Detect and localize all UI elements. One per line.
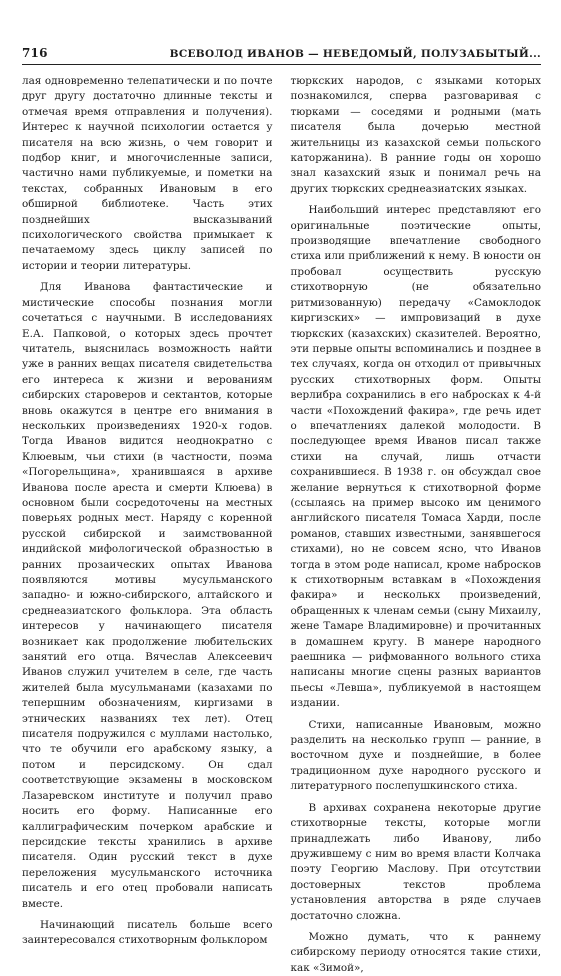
page-header — [22, 40, 541, 65]
paragraph: тюркских народов, с языками которых познакомился, сперва разговаривая с тюрками — соседями и родными (мать писателя была дочерью местной жительницы из казахской семьи польского каторжанина). В ранние годы он хорошо знал казахский язык и понимал речь на других тюркских среднеазиатских языках. — [290, 75, 541, 195]
text-columns — [22, 74, 541, 974]
paragraph: Можно думать, что к раннему сибирскому периоду относятся такие стихи, как «Зимой», — [290, 930, 541, 974]
paragraph: Наибольший интерес представляют его оригинальные поэтические опыты, производящие впечатление свободного стиха или приближений к нему. В юности он пробовал осуществить русскую стихотворную (не обязательно ритмизованную) передачу «Самоклодок киргизских» — импровизаций в духе тюркских (казахских) сказителей. Вероятно, эти первые опыты вспоминались и позднее в тех случаях, когда он отходил от привычных русских стихотворных форм. Опыты верлибра сохранились в его набросках к 4-й части «Похождений факира», где речь идет о впечатлениях далекой молодости. В последующее время Иванов писал также стихи на случай, лишь отчасти сохранившиеся. В 1938 г. он обсуждал свое желание вернуться к стихотворной форме (ссылаясь на пример высоко им ценимого английского писателя Томаса Харди, после романов, ставших известными, занявшегося стихами), но не совсем ясно, что Иванов тогда в этом роде написал, кроме набросков к стихотворным вставкам в «Похождения факира» и несколькх произведений, обращенных к членам семьи (сыну Михаилу, жене Тамаре Владимировне) и прочитанных в домашнем кругу. В манере народного раешника — рифмованного вольного стиха написаны многие сцены разных вариантов пьесы «Левша», публикуемой в настоящем издании. — [290, 204, 541, 710]
left-column — [22, 74, 273, 947]
paragraph: лая одновременно телепатически и по почте друг другу достаточно длинные тексты и отмечая время отправления и получения). Интерес к научной психологии остается у писателя на всю жизнь, о чем говорит и подбор книг, и многочисленные записи, частично нами публикуемые, и пометки на текстах, собранных Ивановым в его обширной библиотеке. Часть этих позднейших высказываний психологического свойства примыкает к печатаемому здесь циклу записей по истории и теории литературы. — [22, 75, 273, 272]
paragraph: Начинающий писатель больше всего заинтересовался стихотворным фольклором — [22, 918, 273, 947]
paragraph: В архивах сохранена некоторые другие стихотворные тексты, которые могли принадлежать либо Иванову, либо дружившему с ним во время власти Колчака поэту Георгию Маслову. При отсутствии достоверных текстов проблема установления авторства в ряде случаев достаточно сложна. — [290, 801, 541, 922]
paragraph: Стихи, написанные Ивановым, можно разделить на несколько групп — ранние, в восточном духе и позднейшие, в более традиционном духе народного русского и литературного послепушкинского стиха. — [290, 718, 541, 793]
running-head: ВСЕВОЛОД ИВАНОВ — НЕВЕДОМЫЙ, ПОЛУЗАБЫТЫЙ... — [169, 48, 541, 60]
paragraph: Для Иванова фантастические и мистические способы познания могли сочетаться с научными. В исследованиях Е.А. Папковой, о которых здесь прочтет читатель, выяснилась возможность найти уже в ранних вещах писателя свидетельства его интереса к жизни и верованиям сибирских староверов и сектантов, которые вновь окажутся в центре его внимания в нескольких произведениях 1920-х годов. Тогда Иванов видится неоднократно с Клюевым, чьи стихи (в частности, поэма «Погорельщина», хранившаяся в архиве Иванова после ареста и смерти Клюева) в основном были сосредоточены на местных поверьях родных мест. Наряду с коренной русской сибирской и заимствованной индийской мифологической образностью в ранних прозаических опытах Иванова появляются мотивы мусульманского западно- и южно-сибирского, алтайского и среднеазиатского фольклора. Эта область интересов у начинающего писателя возникает как продолжение любительских занятий его отца. Вячеслав Алексеевич Иванов служил учителем в селе, где часть жителей была мусульманами (казахами по тепершним обозначениям, киргизами в этнических названиях тех лет). Отец писателя подружился с муллами настолько, что те обучили его арабскому языку, а потом и персидскому. Он сдал соответствующие экзамены в московском Лазаревском институте и получил право носить его форму. Написанные его каллиграфическим почерком арабские и персидские тексты хранились в архиве писателя. Один русский текст в духе переложения мусульманского источника писатель и его отец пробовали написать вместе. — [22, 281, 273, 910]
right-column — [290, 74, 542, 974]
page-number: 716 — [22, 46, 48, 60]
